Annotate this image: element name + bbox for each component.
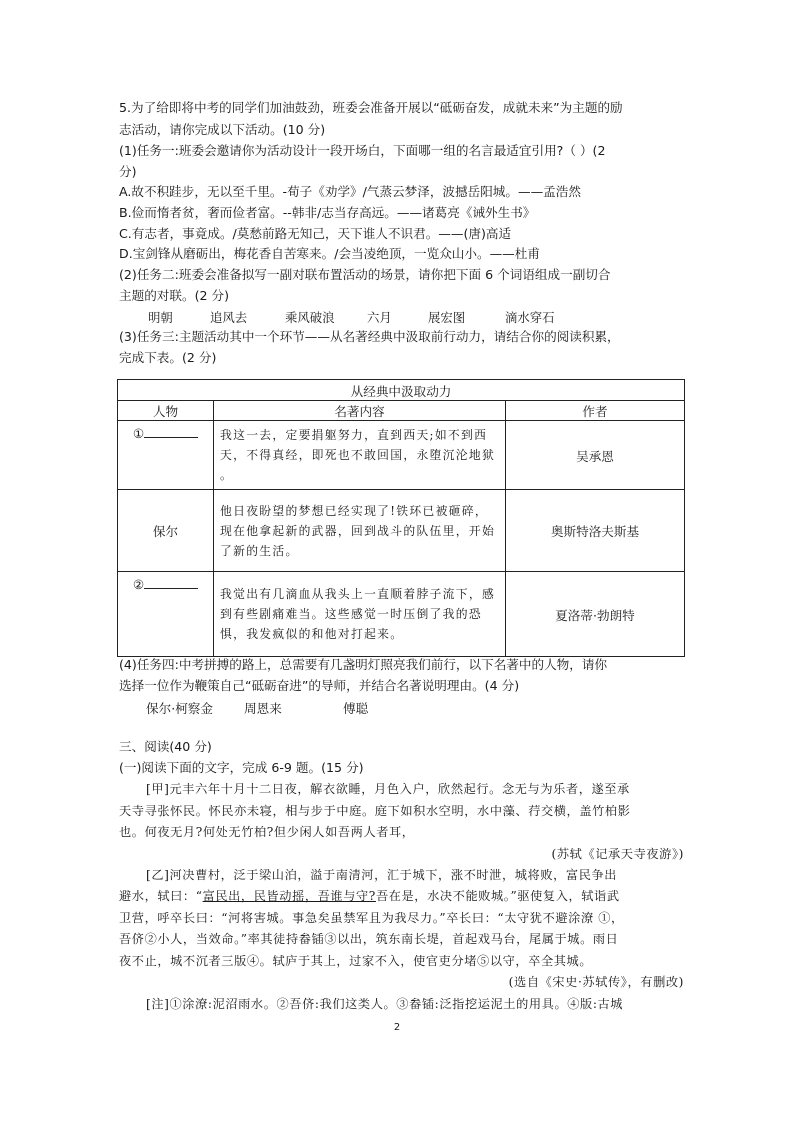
word-list	[0, 308, 794, 324]
option-d: D.宝剑锋从磨砺出，梅花香自苦寒来。/会当凌绝顶，一览众山小。——杜甫	[119, 246, 540, 261]
q5-stem-line1: 5.为了给即将中考的同学们加油鼓劲，班委会准备开展以“砥砺奋发，成就未来”为主题的励	[119, 100, 623, 115]
header-author: 作者	[506, 401, 685, 421]
name-option: 周恩来	[244, 701, 282, 716]
author-cell: 奥斯特洛夫斯基	[506, 490, 685, 572]
name-option: 傅聪	[343, 701, 369, 716]
task2-line1: (2)任务二:班委会准备拟写一副对联布置活动的场景，请你把下面 6 个词语组成一副切合	[119, 267, 611, 282]
task3-line1: (3)任务三:主题活动其中一个环节——从名著经典中汲取前行动力，请结合你的阅读积累，	[119, 329, 620, 344]
passage-yi-line5: 夜不止，城不沉者三版④。轼庐于其上，过家不入，使官吏分堵⑤以守，卒全其城。	[119, 954, 593, 968]
task3-line2: 完成下表。(2 分)	[119, 350, 217, 365]
word-item: 追风去	[210, 310, 248, 325]
annotation-note: [注]①涂潦:泥沼雨水。②吾侪:我们这类人。③畚锸:泛指挖运泥土的用具。④版:古城	[146, 997, 624, 1011]
person-cell	[118, 572, 214, 657]
passage-jia-source: (苏轼《记承天寺夜游》)	[551, 847, 684, 861]
passage-yi-source: (选自《宋史·苏轼传》，有删改)	[508, 975, 684, 989]
name-option: 保尔·柯察金	[146, 701, 213, 716]
word-item: 展宏图	[428, 310, 466, 325]
answer-blank[interactable]	[144, 576, 198, 589]
page-number: 2	[393, 1022, 401, 1033]
content-cell: 我这一去，定要捐躯努力，直到西天;如不到西天，不得真经，即死也不敢回国，永堕沉沦地狱 。	[214, 421, 506, 490]
classics-table	[117, 379, 685, 657]
underlined-sentence: 富民出，民皆动摇，吾谁与守?	[202, 889, 376, 903]
table-row	[118, 490, 685, 572]
option-c: C.有志者，事竟成。/莫愁前路无知己，天下谁人不识君。——(唐)高适	[119, 226, 512, 241]
person-cell: 保尔	[118, 490, 214, 572]
passage-yi-line4: 吾侪②小人，当效命。”率其徒持畚锸③以出，筑东南长堤，首起戏马台，尾属于城。雨日	[119, 932, 619, 946]
table-row	[118, 421, 685, 490]
task1-line2: 分)	[119, 164, 137, 179]
passage-jia-line3: 也。何夜无月?何处无竹柏?但少闲人如吾两人者耳，	[119, 825, 415, 839]
content-cell: 我觉出有几滴血从我头上一直顺着脖子流下，感到有些剧痛难当。这些感觉一时压倒了我的恐惧，我发疯似的和他对打起来。	[214, 572, 506, 657]
section-heading: 三、阅读(40 分)	[119, 739, 212, 754]
person-marker: ①	[132, 426, 145, 441]
header-person: 人物	[118, 401, 214, 421]
word-item: 明朝	[148, 310, 173, 325]
option-b: B.俭而惰者贫，奢而俭者富。--韩非/志当存高远。——诸葛亮《诫外生书》	[119, 205, 536, 220]
content-cell: 他日夜盼望的梦想已经实现了!铁环已被砸碎，现在他拿起新的武器，回到战斗的队伍里，开始了新的生活。	[214, 490, 506, 572]
q5-stem-line2: 志活动，请你完成以下活动。(10 分)	[119, 122, 326, 137]
word-item: 六月	[367, 310, 392, 325]
person-marker: ②	[132, 577, 145, 592]
passage-yi-line1: [乙]河决曹村，泛于梁山泊，溢于南清河，汇于城下，涨不时泄，城将败，富民争出	[146, 868, 618, 882]
author-cell: 夏洛蒂·勃朗特	[506, 572, 685, 657]
header-content: 名著内容	[214, 401, 506, 421]
task1-line1: (1)任务一:班委会邀请你为活动设计一段开场白，下面哪一组的名言最适宜引用?（ ）(2	[119, 143, 606, 158]
person-cell	[118, 421, 214, 490]
task2-line2: 主题的对联。(2 分)	[119, 288, 229, 303]
passage-yi-line3: 卫营，呼卒长曰：“河将害城。事急矣虽禁军且为我尽力。”卒长曰：“太守犹不避涂潦 ①，	[119, 911, 624, 925]
reading-sub-heading: (一)阅读下面的文字，完成 6-9 题。(15 分)	[119, 760, 364, 775]
table-row	[118, 572, 685, 657]
passage-jia-line2: 天寺寻张怀民。怀民亦未寝，相与步于中庭。庭下如积水空明，水中藻、荇交横，盖竹柏影	[119, 804, 631, 818]
answer-blank[interactable]	[144, 425, 198, 438]
option-a: A.故不积跬步，无以至千里。-荀子《劝学》/气蒸云梦泽，波撼岳阳城。——孟浩然	[119, 184, 581, 199]
word-item: 乘风破浪	[285, 310, 335, 325]
task4-line2: 选择一位作为鞭策自己“砥砺奋进”的导师，并结合名著说明理由。(4 分)	[119, 678, 520, 693]
passage-yi-line2: 避水，轼曰：“富民出，民皆动摇，吾谁与守?吾在是，水决不能败城。”驱使复入，轼诣武	[119, 889, 620, 903]
task4-line1: (4)任务四:中考拼搏的路上，总需要有几盏明灯照亮我们前行，以下名著中的人物，请你	[119, 657, 608, 672]
passage-jia-line1: [甲]元丰六年十月十二日夜，解衣欲睡，月色入户，欣然起行。念无与为乐者，遂至承	[146, 782, 630, 796]
word-item: 滴水穿石	[505, 310, 555, 325]
author-cell: 吴承恩	[506, 421, 685, 490]
table-title: 从经典中汲取动力	[118, 380, 685, 401]
